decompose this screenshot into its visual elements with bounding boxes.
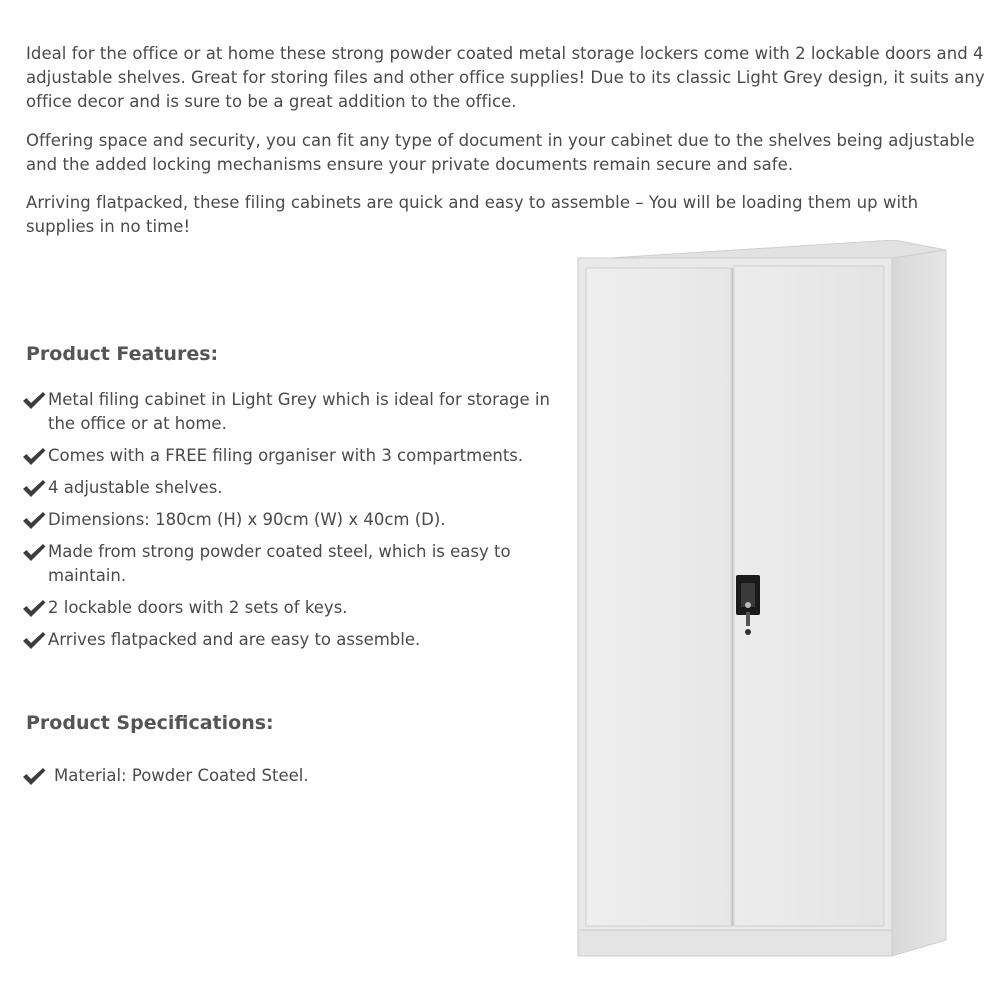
product-features-heading: Product Features: <box>26 343 219 365</box>
product-specifications-list <box>22 764 552 796</box>
filing-cabinet-image <box>574 240 950 960</box>
feature-item <box>22 596 552 620</box>
feature-text: Made from strong powder coated steel, which is easy to maintain. <box>48 542 511 585</box>
product-features-list <box>22 388 552 660</box>
checkmark-icon <box>22 628 48 652</box>
product-specifications-heading: Product Specifications: <box>26 712 274 734</box>
feature-item <box>22 444 552 468</box>
feature-text: 2 lockable doors with 2 sets of keys. <box>48 598 348 617</box>
feature-text: Dimensions: 180cm (H) x 90cm (W) x 40cm (D). <box>48 510 446 529</box>
feature-text: Comes with a FREE filing organiser with 3 compartments. <box>48 446 524 465</box>
feature-text: 4 adjustable shelves. <box>48 478 223 497</box>
feature-item <box>22 628 552 652</box>
checkmark-icon <box>22 476 48 500</box>
intro-paragraph-3: Arriving flatpacked, these filing cabinets are quick and easy to assemble – You will be loading them up with supplies in no time! <box>26 193 919 236</box>
feature-text: Arrives flatpacked and are easy to assemble. <box>48 630 421 649</box>
intro-paragraph-2: Offering space and security, you can fit any type of document in your cabinet due to the shelves being adjustable and the added locking mechanisms ensure your private documents remain secure and safe. <box>26 131 975 174</box>
feature-item <box>22 540 552 588</box>
checkmark-icon <box>22 508 48 532</box>
spec-item <box>22 764 552 788</box>
feature-text: Metal filing cabinet in Light Grey which is ideal for storage in the office or at home. <box>48 390 550 433</box>
intro-paragraph-1: Ideal for the office or at home these strong powder coated metal storage lockers come with 2 lockable doors and 4 adjustable shelves. Great for storing files and other office supplies! Due to its classic Light Grey design, it suits any office decor and is sure to be a great addition to the office. <box>26 44 985 111</box>
spec-text: Material: Powder Coated Steel. <box>54 766 309 785</box>
checkmark-icon <box>22 596 48 620</box>
feature-item <box>22 388 552 436</box>
feature-item <box>22 508 552 532</box>
checkmark-icon <box>22 764 48 788</box>
checkmark-icon <box>22 388 48 412</box>
checkmark-icon <box>22 444 48 468</box>
checkmark-icon <box>22 540 48 564</box>
feature-item <box>22 476 552 500</box>
